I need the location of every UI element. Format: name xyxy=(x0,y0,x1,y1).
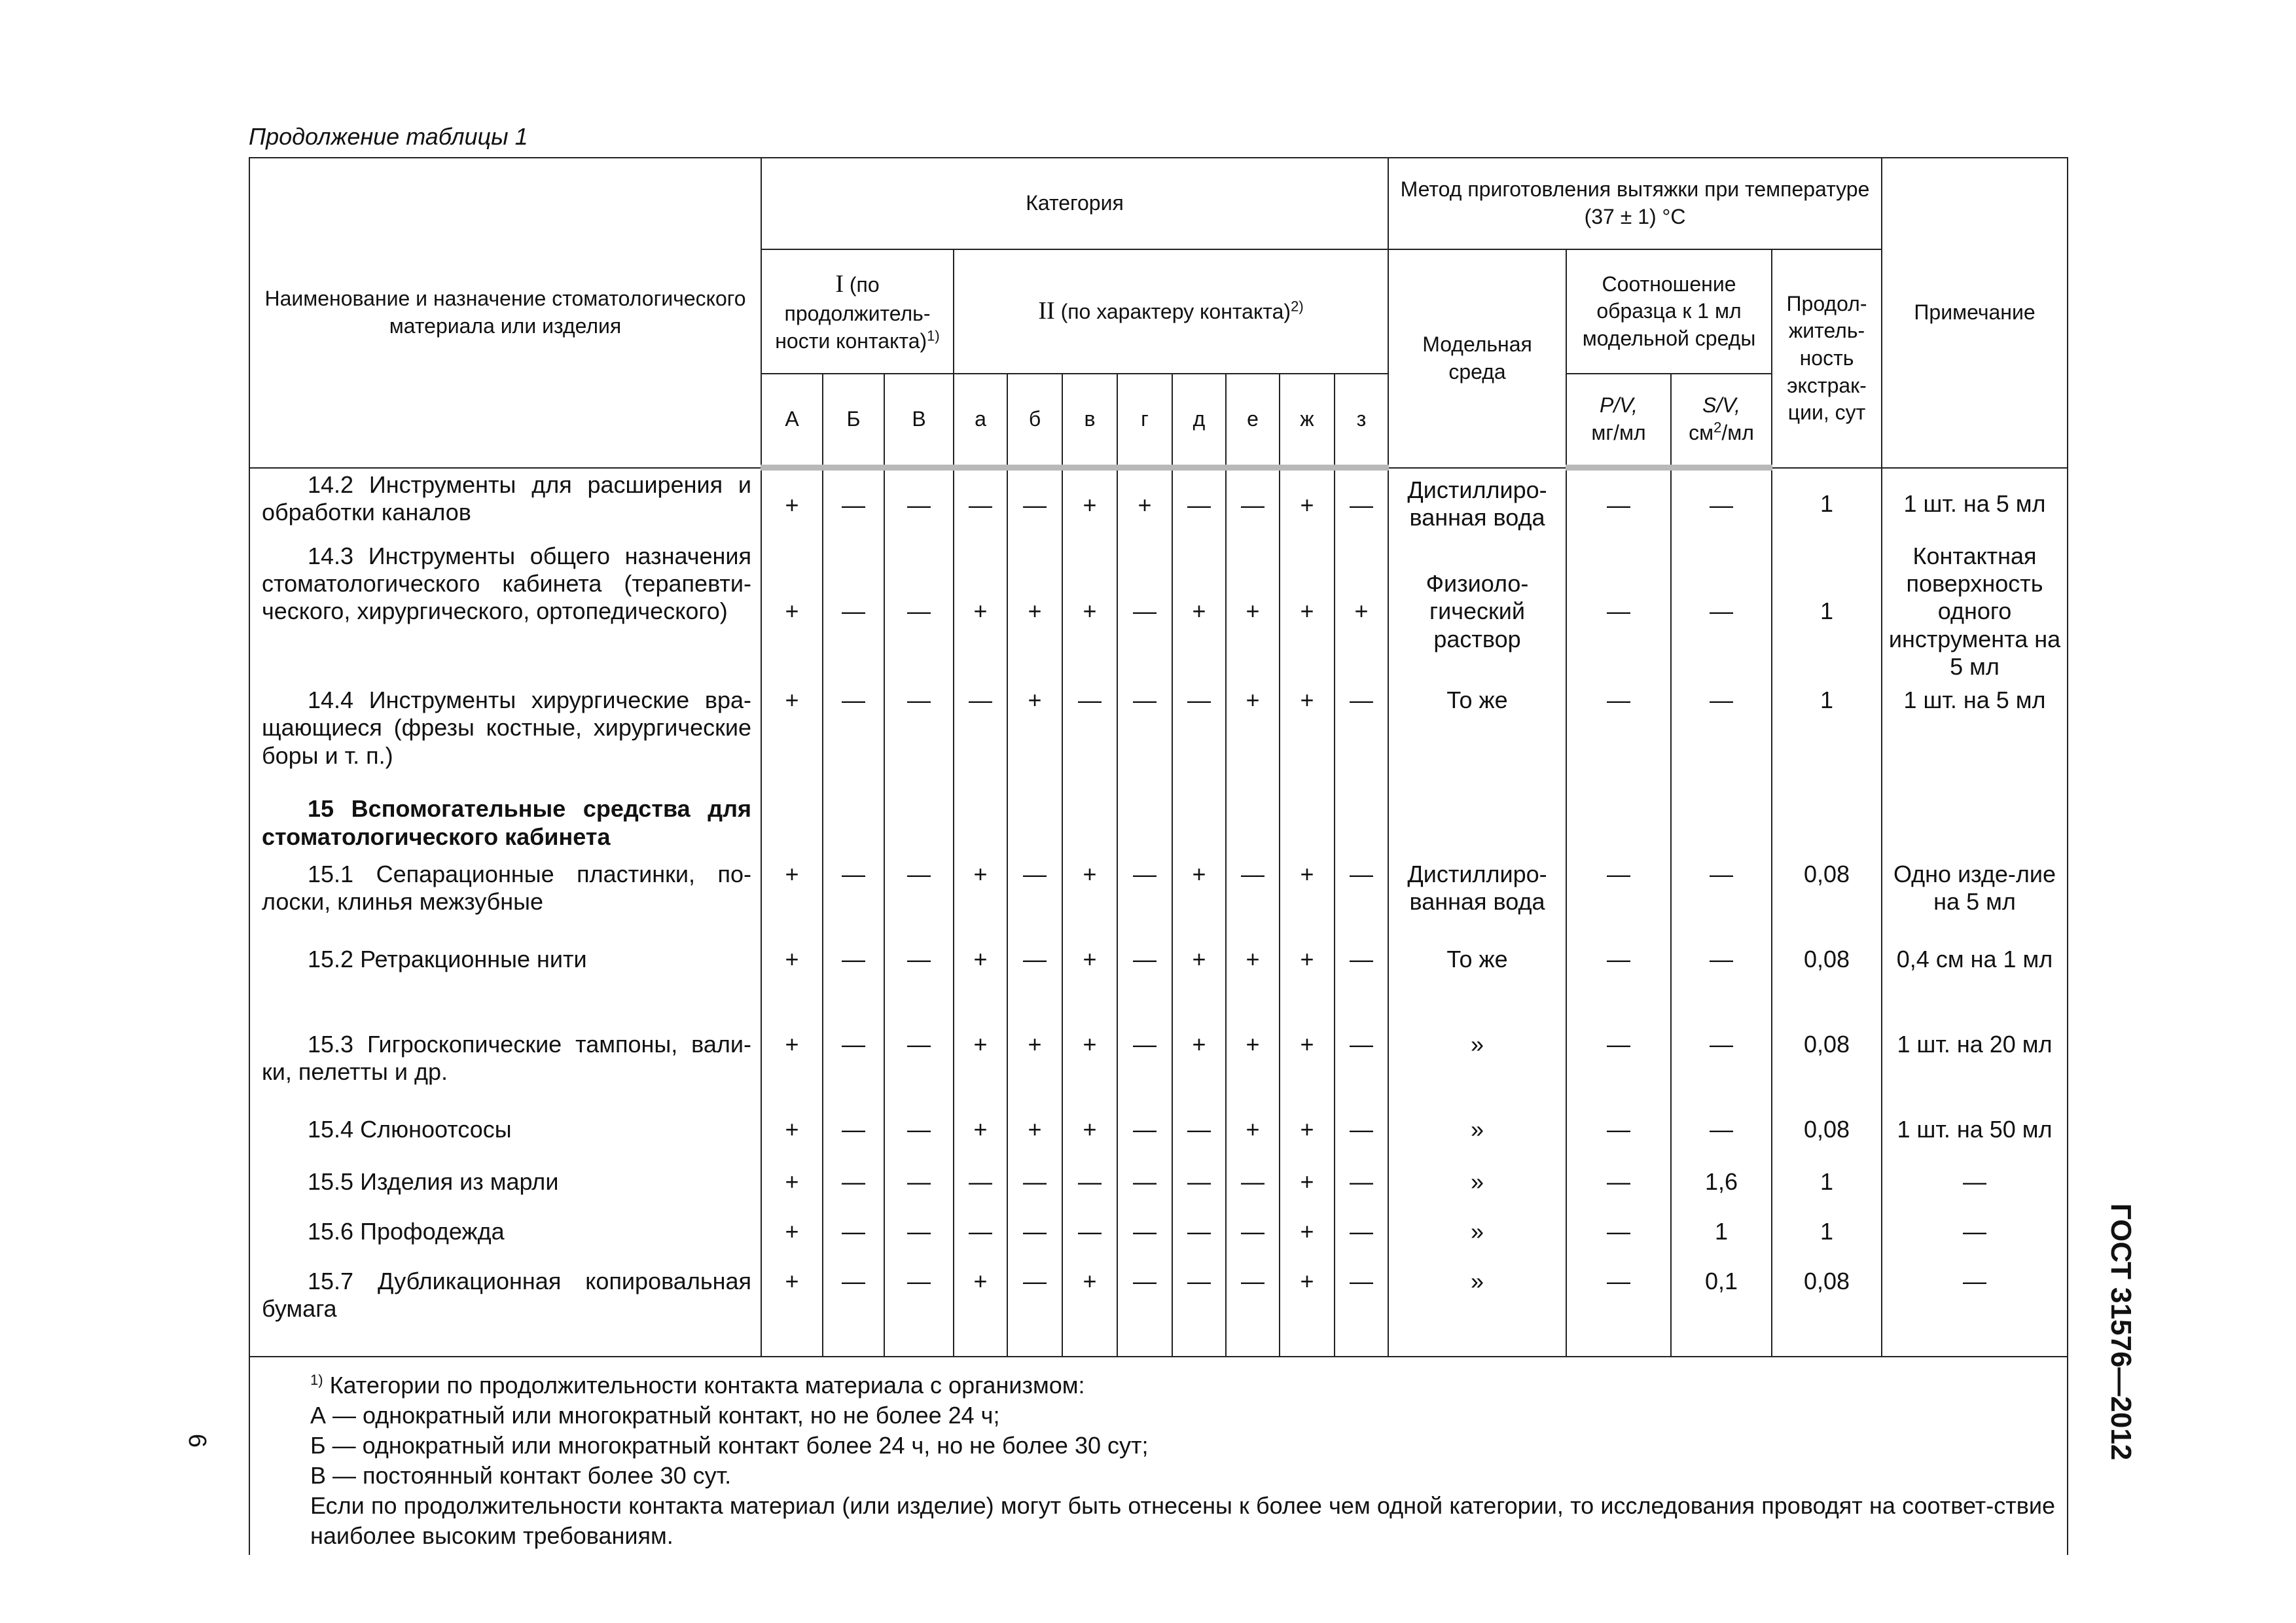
category-mark: — xyxy=(1062,1215,1117,1265)
duration-cell: 0,08 xyxy=(1772,858,1882,943)
table-row xyxy=(249,1265,2068,1357)
row-text: Дубликационная копировальная бумага xyxy=(262,1267,751,1323)
category-mark: — xyxy=(884,1028,954,1113)
pv-cell: — xyxy=(1566,468,1671,540)
category-mark: + xyxy=(1280,540,1335,684)
category-mark: + xyxy=(1062,468,1117,540)
model-medium-cell: Дистиллиро-ванная вода xyxy=(1388,858,1566,943)
category-mark: + xyxy=(954,1113,1007,1166)
model-medium-cell: То же xyxy=(1388,684,1566,789)
header-category-2 xyxy=(954,249,1388,374)
category-mark: + xyxy=(1280,1028,1335,1113)
col-b: б xyxy=(1007,374,1062,468)
category-mark: — xyxy=(1007,1166,1062,1215)
category-mark: + xyxy=(1280,1215,1335,1265)
row-number: 15.4 xyxy=(308,1115,354,1143)
category-mark: — xyxy=(1007,1265,1062,1357)
category-mark: — xyxy=(823,684,884,789)
category-mark: + xyxy=(1172,540,1226,684)
category-mark: — xyxy=(1226,1265,1280,1357)
category-mark: — xyxy=(954,684,1007,789)
sv-cell: — xyxy=(1671,1028,1772,1113)
footnote-line-2: Б — однократный или многократный контакт более 24 ч, но не более 30 сут; xyxy=(310,1432,1149,1459)
category-mark: — xyxy=(1117,540,1172,684)
row-name xyxy=(249,540,761,684)
sv-unit-a: см xyxy=(1689,421,1714,444)
category-mark: — xyxy=(1335,468,1388,540)
note-cell: 1 шт. на 5 мл xyxy=(1882,468,2068,540)
model-medium-cell: » xyxy=(1388,1166,1566,1215)
duration-cell: 0,08 xyxy=(1772,1028,1882,1113)
row-text: Инструменты общего назначения стоматологического кабинета (терапевти-ческого, хирургического, ортопедического) xyxy=(262,542,751,625)
category-mark: — xyxy=(1335,684,1388,789)
empty-cell xyxy=(1117,789,1172,858)
table-row xyxy=(249,1166,2068,1215)
category-mark: + xyxy=(1172,1028,1226,1113)
row-number: 14.2 xyxy=(308,471,354,498)
category-mark: — xyxy=(1117,858,1172,943)
table-row xyxy=(249,468,2068,540)
category-mark: + xyxy=(1007,540,1062,684)
category-mark: — xyxy=(1172,1215,1226,1265)
empty-cell xyxy=(884,789,954,858)
table-row xyxy=(249,1215,2068,1265)
duration-cell: 0,08 xyxy=(1772,1265,1882,1357)
note-cell: — xyxy=(1882,1265,2068,1357)
row-name xyxy=(249,468,761,540)
category-mark: — xyxy=(884,468,954,540)
row-number: 15.7 xyxy=(308,1267,354,1294)
sv-cell: — xyxy=(1671,858,1772,943)
category-mark: — xyxy=(1226,858,1280,943)
category-mark: + xyxy=(954,1265,1007,1357)
sv-label: S/V, xyxy=(1702,393,1741,418)
row-name xyxy=(249,1215,761,1265)
note-cell: Контактная поверхность одного инструмента на 5 мл xyxy=(1882,540,2068,684)
category-mark: + xyxy=(1280,943,1335,1028)
category-mark: + xyxy=(761,684,823,789)
category-mark: — xyxy=(954,468,1007,540)
row-number: 15.1 xyxy=(308,860,354,887)
col-B: Б xyxy=(823,374,884,468)
category-mark: — xyxy=(1117,1166,1172,1215)
pv-cell: — xyxy=(1566,684,1671,789)
header-category-1 xyxy=(761,249,954,374)
sv-cell: — xyxy=(1671,943,1772,1028)
model-medium-cell: » xyxy=(1388,1028,1566,1113)
note-cell: — xyxy=(1882,1215,2068,1265)
category-mark: — xyxy=(884,684,954,789)
row-number: 15.3 xyxy=(308,1030,354,1058)
empty-cell xyxy=(1566,789,1671,858)
category-mark: — xyxy=(1062,684,1117,789)
category-mark: — xyxy=(1117,1265,1172,1357)
row-name xyxy=(249,943,761,1028)
category-2-text: (по характеру контакта) xyxy=(1060,300,1291,324)
category-mark: + xyxy=(761,1265,823,1357)
category-1-footnote: 1) xyxy=(927,327,940,344)
col-a: а xyxy=(954,374,1007,468)
category-mark: + xyxy=(1280,1265,1335,1357)
category-mark: — xyxy=(1007,858,1062,943)
table-row xyxy=(249,540,2068,684)
category-mark: + xyxy=(1062,1113,1117,1166)
model-medium-cell: Дистиллиро-ванная вода xyxy=(1388,468,1566,540)
duration-cell: 1 xyxy=(1772,540,1882,684)
model-medium-cell: То же xyxy=(1388,943,1566,1028)
row-text: Гигроскопические тампоны, вали-ки, пелетты и др. xyxy=(262,1030,751,1086)
col-pv xyxy=(1566,374,1671,468)
table-row xyxy=(249,1113,2068,1166)
note-cell: — xyxy=(1882,1166,2068,1215)
col-z: з xyxy=(1335,374,1388,468)
empty-cell xyxy=(1671,789,1772,858)
pv-cell: — xyxy=(1566,1113,1671,1166)
category-mark: — xyxy=(884,1265,954,1357)
empty-cell xyxy=(1226,789,1280,858)
category-mark: + xyxy=(1062,540,1117,684)
category-mark: — xyxy=(1226,1215,1280,1265)
category-mark: + xyxy=(1007,684,1062,789)
category-mark: — xyxy=(1226,1166,1280,1215)
note-cell: 1 шт. на 20 мл xyxy=(1882,1028,2068,1113)
category-mark: — xyxy=(1172,468,1226,540)
category-mark: + xyxy=(1007,1028,1062,1113)
category-mark: — xyxy=(1335,1028,1388,1113)
category-mark: — xyxy=(1335,858,1388,943)
section-row xyxy=(249,789,2068,858)
row-number: 14.4 xyxy=(308,686,354,713)
empty-cell xyxy=(823,789,884,858)
standard-designation xyxy=(2105,1191,2137,1466)
pv-unit: мг/мл xyxy=(1591,421,1646,444)
note-cell: 1 шт. на 5 мл xyxy=(1882,684,2068,789)
category-mark: — xyxy=(823,1265,884,1357)
category-mark: — xyxy=(954,1215,1007,1265)
empty-cell xyxy=(1062,789,1117,858)
sv-cell: 0,1 xyxy=(1671,1265,1772,1357)
row-text: Сепарационные пластинки, по-лоски, клинья межзубные xyxy=(262,860,751,916)
category-mark: + xyxy=(1172,858,1226,943)
col-g: г xyxy=(1117,374,1172,468)
category-mark: + xyxy=(1007,1113,1062,1166)
row-name xyxy=(249,684,761,789)
col-e: е xyxy=(1226,374,1280,468)
category-mark: — xyxy=(1172,1113,1226,1166)
empty-cell xyxy=(1007,789,1062,858)
category-mark: + xyxy=(1172,943,1226,1028)
category-mark: + xyxy=(1280,858,1335,943)
category-mark: — xyxy=(1117,1028,1172,1113)
row-number: 15.5 xyxy=(308,1168,354,1195)
table-row xyxy=(249,943,2068,1028)
category-mark: — xyxy=(823,1028,884,1113)
duration-cell: 1 xyxy=(1772,468,1882,540)
table-row xyxy=(249,858,2068,943)
sv-cell: — xyxy=(1671,1113,1772,1166)
header-ratio: Соотношение образца к 1 мл модельной среды xyxy=(1566,249,1772,374)
category-mark: — xyxy=(1226,468,1280,540)
row-name xyxy=(249,1028,761,1113)
category-mark: — xyxy=(1335,1113,1388,1166)
footnote-line-1: А — однократный или многократный контакт, но не более 24 ч; xyxy=(310,1401,1000,1429)
material-table xyxy=(249,157,2068,1555)
section-title: 15 Вспомогательные средства для стоматологического кабинета xyxy=(262,795,751,850)
row-number: 15.6 xyxy=(308,1217,354,1245)
category-1-text: (по продолжитель-ности контакта) xyxy=(775,272,931,353)
category-mark: — xyxy=(1335,1215,1388,1265)
table-caption: Продолжение таблицы 1 xyxy=(249,123,528,150)
footnote-line-0 xyxy=(262,1370,2055,1400)
note-cell: 0,4 см на 1 мл xyxy=(1882,943,2068,1028)
col-zh: ж xyxy=(1280,374,1335,468)
model-medium-cell: Физиоло-гический раствор xyxy=(1388,540,1566,684)
category-mark: — xyxy=(1172,684,1226,789)
pv-cell: — xyxy=(1566,858,1671,943)
pv-cell: — xyxy=(1566,943,1671,1028)
category-mark: — xyxy=(823,468,884,540)
category-mark: + xyxy=(1280,684,1335,789)
category-mark: + xyxy=(1062,1265,1117,1357)
category-mark: — xyxy=(823,1166,884,1215)
header-category: Категория xyxy=(761,158,1388,249)
col-A: А xyxy=(761,374,823,468)
standard-title: ГОСТ 31576—2012 xyxy=(2105,1203,2137,1461)
col-V: В xyxy=(884,374,954,468)
table-row xyxy=(249,684,2068,789)
footnote-line-3: В — постоянный контакт более 30 сут. xyxy=(310,1462,732,1489)
row-name xyxy=(249,1166,761,1215)
category-mark: + xyxy=(1226,1113,1280,1166)
empty-cell xyxy=(1172,789,1226,858)
category-mark: — xyxy=(1172,1166,1226,1215)
category-mark: + xyxy=(761,1028,823,1113)
category-mark: + xyxy=(761,858,823,943)
duration-cell: 0,08 xyxy=(1772,943,1882,1028)
row-number: 15.2 xyxy=(308,945,354,972)
col-d: д xyxy=(1172,374,1226,468)
footnote xyxy=(249,1357,2068,1555)
category-mark: + xyxy=(761,1166,823,1215)
category-mark: — xyxy=(823,943,884,1028)
category-mark: + xyxy=(954,858,1007,943)
duration-cell: 0,08 xyxy=(1772,1113,1882,1166)
category-mark: + xyxy=(761,943,823,1028)
model-medium-cell: » xyxy=(1388,1113,1566,1166)
category-mark: + xyxy=(1226,943,1280,1028)
duration-cell: 1 xyxy=(1772,684,1882,789)
header-method: Метод приготовления вытяжки при температуре (37 ± 1) °С xyxy=(1388,158,1882,249)
pv-cell: — xyxy=(1566,1265,1671,1357)
sv-cell: 1,6 xyxy=(1671,1166,1772,1215)
category-mark: + xyxy=(1226,540,1280,684)
model-medium-cell: » xyxy=(1388,1215,1566,1265)
category-mark: + xyxy=(1280,468,1335,540)
category-mark: — xyxy=(884,1113,954,1166)
category-mark: + xyxy=(761,1215,823,1265)
footnote-marker: 1) xyxy=(310,1371,323,1388)
category-mark: — xyxy=(1117,1113,1172,1166)
footnote-line-4: Если по продолжительности контакта материал (или изделие) могут быть отнесены к более чем одной категории, то исследования проводят на соответ-ствие наиболее высоким требованиям. xyxy=(310,1492,2056,1550)
table-container xyxy=(249,157,2068,1555)
empty-cell xyxy=(1335,789,1388,858)
footnote-text-0: Категории по продолжительности контакта материала с организмом: xyxy=(329,1371,1085,1399)
duration-cell: 1 xyxy=(1772,1215,1882,1265)
category-2-footnote: 2) xyxy=(1291,298,1304,315)
empty-cell xyxy=(1388,789,1566,858)
category-mark: + xyxy=(954,1028,1007,1113)
category-mark: + xyxy=(1062,858,1117,943)
category-mark: — xyxy=(1007,943,1062,1028)
category-1-roman: I xyxy=(835,270,844,298)
category-mark: + xyxy=(1280,1113,1335,1166)
category-mark: + xyxy=(1226,1028,1280,1113)
col-v: в xyxy=(1062,374,1117,468)
note-cell: 1 шт. на 50 мл xyxy=(1882,1113,2068,1166)
row-text: Профодежда xyxy=(360,1217,505,1245)
category-mark: + xyxy=(954,943,1007,1028)
category-mark: — xyxy=(1335,1265,1388,1357)
empty-cell xyxy=(954,789,1007,858)
sv-cell: — xyxy=(1671,684,1772,789)
page-number-text: 6 xyxy=(183,1433,211,1448)
pv-cell: — xyxy=(1566,540,1671,684)
category-mark: + xyxy=(1335,540,1388,684)
category-mark: + xyxy=(954,540,1007,684)
row-text: Ретракционные нити xyxy=(360,945,587,972)
row-text: Инструменты для расширения и обработки каналов xyxy=(262,471,751,526)
category-mark: — xyxy=(884,1215,954,1265)
category-mark: — xyxy=(1007,1215,1062,1265)
sv-unit-sup: 2 xyxy=(1713,419,1722,436)
row-text: Слюноотсосы xyxy=(360,1115,512,1143)
pv-label: P/V, xyxy=(1599,393,1638,418)
sv-unit-b: /мл xyxy=(1721,421,1754,444)
category-mark: — xyxy=(954,1166,1007,1215)
note-cell: Одно изде-лие на 5 мл xyxy=(1882,858,2068,943)
category-mark: — xyxy=(823,858,884,943)
header-model-medium: Модельная среда xyxy=(1388,249,1566,468)
category-mark: — xyxy=(823,1215,884,1265)
empty-cell xyxy=(1882,789,2068,858)
category-mark: — xyxy=(884,858,954,943)
model-medium-cell: » xyxy=(1388,1265,1566,1357)
pv-cell: — xyxy=(1566,1215,1671,1265)
table-body xyxy=(249,468,2068,1357)
row-text: Инструменты хирургические вра-щающиеся (фрезы костные, хирургические боры и т. п.) xyxy=(262,686,751,769)
category-mark: — xyxy=(1335,1166,1388,1215)
pv-cell: — xyxy=(1566,1028,1671,1113)
header-note: Примечание xyxy=(1882,158,2068,468)
category-mark: + xyxy=(761,468,823,540)
category-mark: — xyxy=(1062,1166,1117,1215)
empty-cell xyxy=(1772,789,1882,858)
row-name xyxy=(249,858,761,943)
row-name xyxy=(249,1113,761,1166)
category-mark: — xyxy=(884,1166,954,1215)
category-mark: — xyxy=(823,1113,884,1166)
row-number: 14.3 xyxy=(308,542,354,569)
category-2-roman: II xyxy=(1038,297,1055,325)
empty-cell xyxy=(761,789,823,858)
category-mark: — xyxy=(1117,943,1172,1028)
table-row xyxy=(249,1028,2068,1113)
sv-cell: — xyxy=(1671,540,1772,684)
category-mark: + xyxy=(1280,1166,1335,1215)
page-number xyxy=(183,1427,216,1453)
duration-cell: 1 xyxy=(1772,1166,1882,1215)
category-mark: + xyxy=(1062,1028,1117,1113)
category-mark: — xyxy=(823,540,884,684)
sv-cell: 1 xyxy=(1671,1215,1772,1265)
category-mark: + xyxy=(1117,468,1172,540)
category-mark: — xyxy=(1172,1265,1226,1357)
header-duration: Продол-житель-ность экстрак-ции, сут xyxy=(1772,249,1882,468)
category-mark: — xyxy=(1117,1215,1172,1265)
col-sv xyxy=(1671,374,1772,468)
pv-cell: — xyxy=(1566,1166,1671,1215)
category-mark: + xyxy=(761,540,823,684)
empty-cell xyxy=(1280,789,1335,858)
row-name xyxy=(249,1265,761,1357)
category-mark: — xyxy=(1117,684,1172,789)
category-mark: — xyxy=(1007,468,1062,540)
row-text: Изделия из марли xyxy=(360,1168,559,1195)
category-mark: — xyxy=(884,943,954,1028)
category-mark: — xyxy=(1335,943,1388,1028)
category-mark: — xyxy=(884,540,954,684)
category-mark: + xyxy=(761,1113,823,1166)
category-mark: + xyxy=(1226,684,1280,789)
header-name: Наименование и назначение стоматологического материала или изделия xyxy=(249,158,761,468)
section-heading xyxy=(249,789,761,858)
sv-cell: — xyxy=(1671,468,1772,540)
category-mark: + xyxy=(1062,943,1117,1028)
